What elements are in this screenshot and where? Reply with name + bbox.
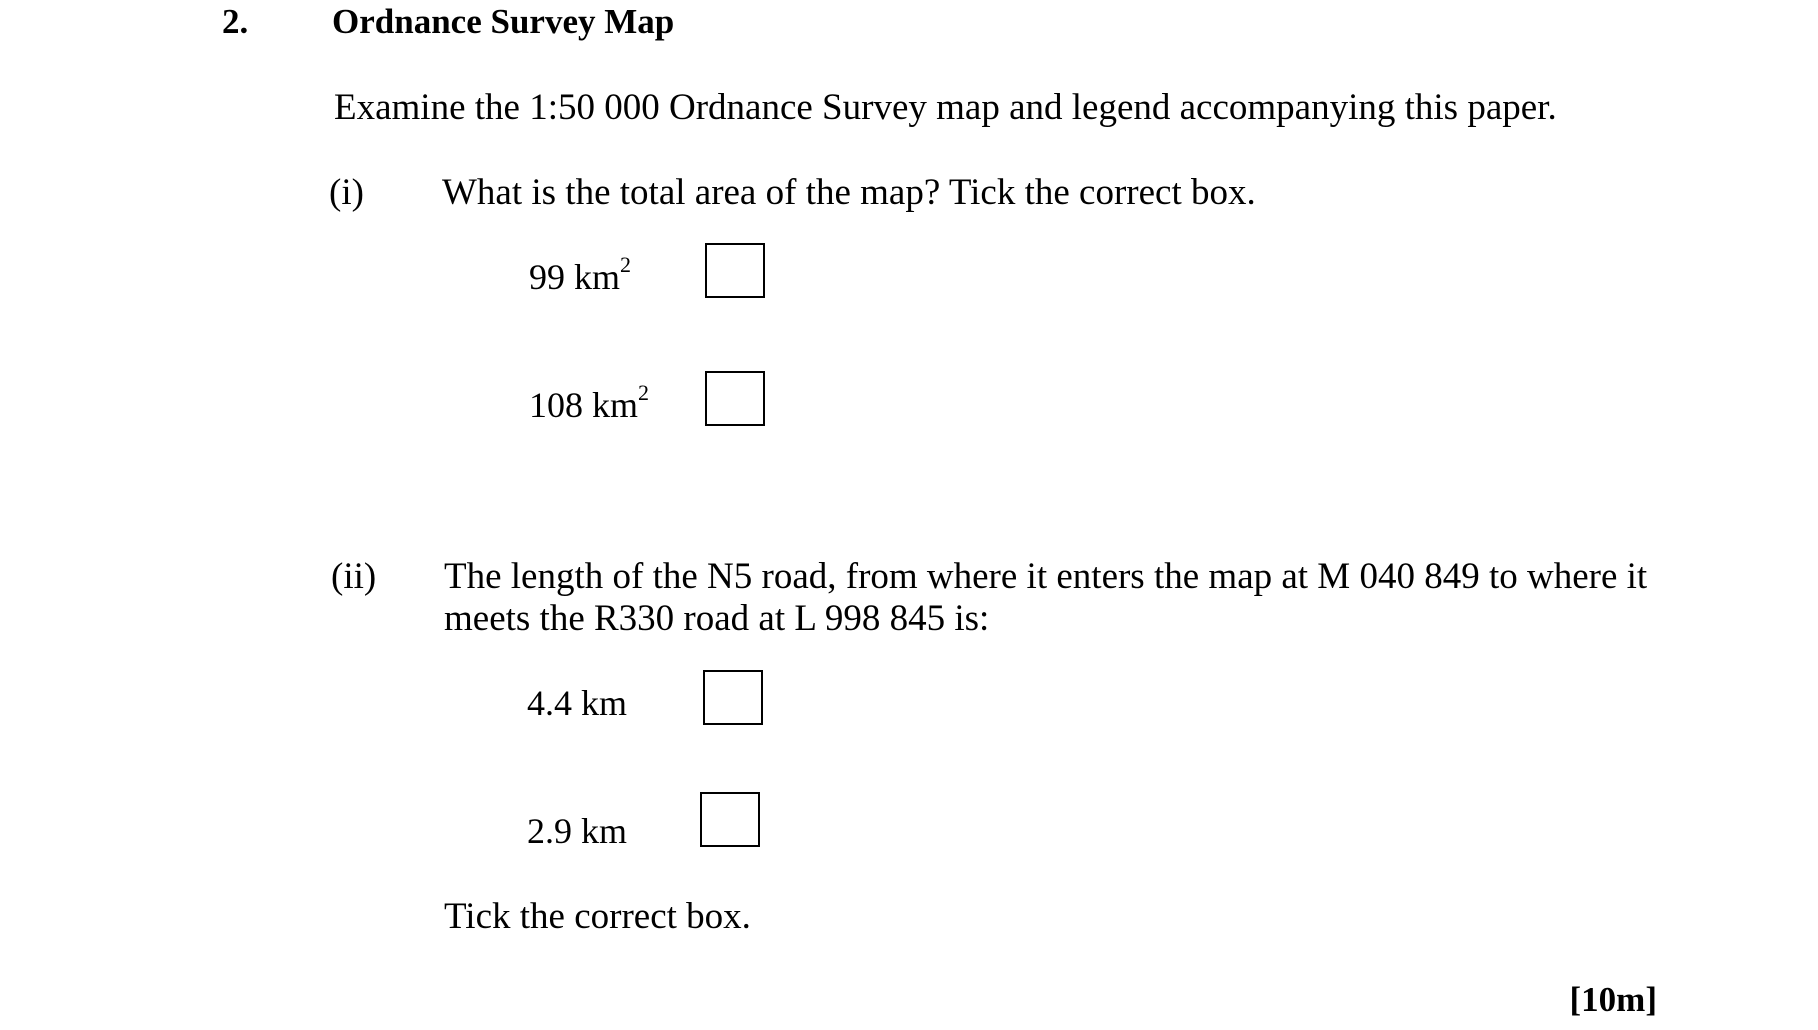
question-title: Ordnance Survey Map [332, 2, 675, 41]
part-ii-text-line2: meets the R330 road at L 998 845 is: [444, 598, 990, 639]
part-ii-footer: Tick the correct box. [444, 896, 751, 937]
tick-box-2-9-km[interactable] [700, 792, 760, 847]
option-4-4-km: 4.4 km [527, 683, 628, 723]
part-ii-label: (ii) [331, 556, 377, 597]
question-number: 2. [222, 2, 249, 41]
marks-allocation: [10m] [1569, 980, 1657, 1019]
tick-box-4-4-km[interactable] [703, 670, 763, 725]
part-i-label: (i) [329, 172, 364, 213]
option-99-km2 [529, 252, 632, 298]
part-ii-text-line1: The length of the N5 road, from where it enters the map at M 040 849 to where it [444, 556, 1648, 597]
tick-box-108-km2[interactable] [705, 371, 765, 426]
part-i-text: What is the total area of the map? Tick the correct box. [442, 172, 1256, 213]
option-exponent: 2 [620, 252, 632, 277]
option-108-km2 [529, 380, 650, 426]
option-value: 99 km [529, 257, 621, 297]
tick-box-99-km2[interactable] [705, 243, 765, 298]
option-2-9-km: 2.9 km [527, 811, 628, 851]
option-exponent: 2 [638, 380, 650, 405]
question-instruction: Examine the 1:50 000 Ordnance Survey map and legend accompanying this paper. [334, 87, 1557, 128]
option-value: 108 km [529, 385, 639, 425]
